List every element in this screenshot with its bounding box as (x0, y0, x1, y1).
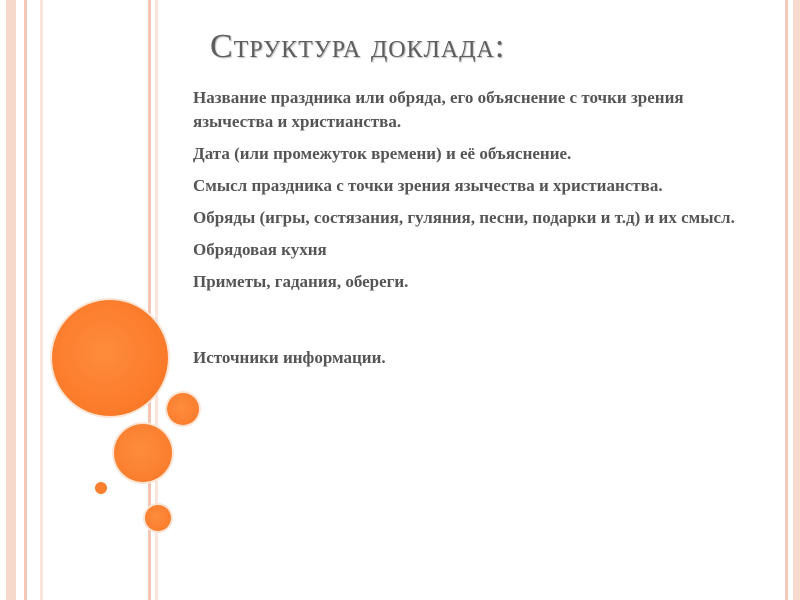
list-item: Дата (или промежуток времени) и её объяснение. (193, 144, 572, 163)
list-item: Обряды (игры, состязания, гуляния, песни, подарки и т.д) и их смысл. (193, 208, 735, 227)
list-item: Смысл праздника с точки зрения язычества и христианства. (193, 176, 663, 195)
decorative-stripe (785, 0, 788, 600)
decorative-stripe (793, 0, 800, 600)
list-item-sources: Источники информации. (193, 348, 386, 367)
list-item: Обрядовая кухня (193, 240, 327, 259)
list-item: Приметы, гадания, обереги. (193, 272, 409, 291)
decorative-circle-tiny (95, 482, 107, 494)
decorative-circle-large (52, 300, 168, 416)
decorative-stripe (40, 0, 43, 600)
decorative-stripe (6, 0, 16, 600)
decorative-stripe (24, 0, 27, 600)
slide-title: Структура доклада: (210, 28, 506, 65)
content-list (193, 86, 753, 378)
decorative-circle-small (167, 393, 199, 425)
decorative-circle-small (145, 505, 171, 531)
list-item: Название праздника или обряда, его объяснение с точки зрения язычества и христианства. (193, 88, 684, 131)
decorative-circle-medium (114, 424, 172, 482)
